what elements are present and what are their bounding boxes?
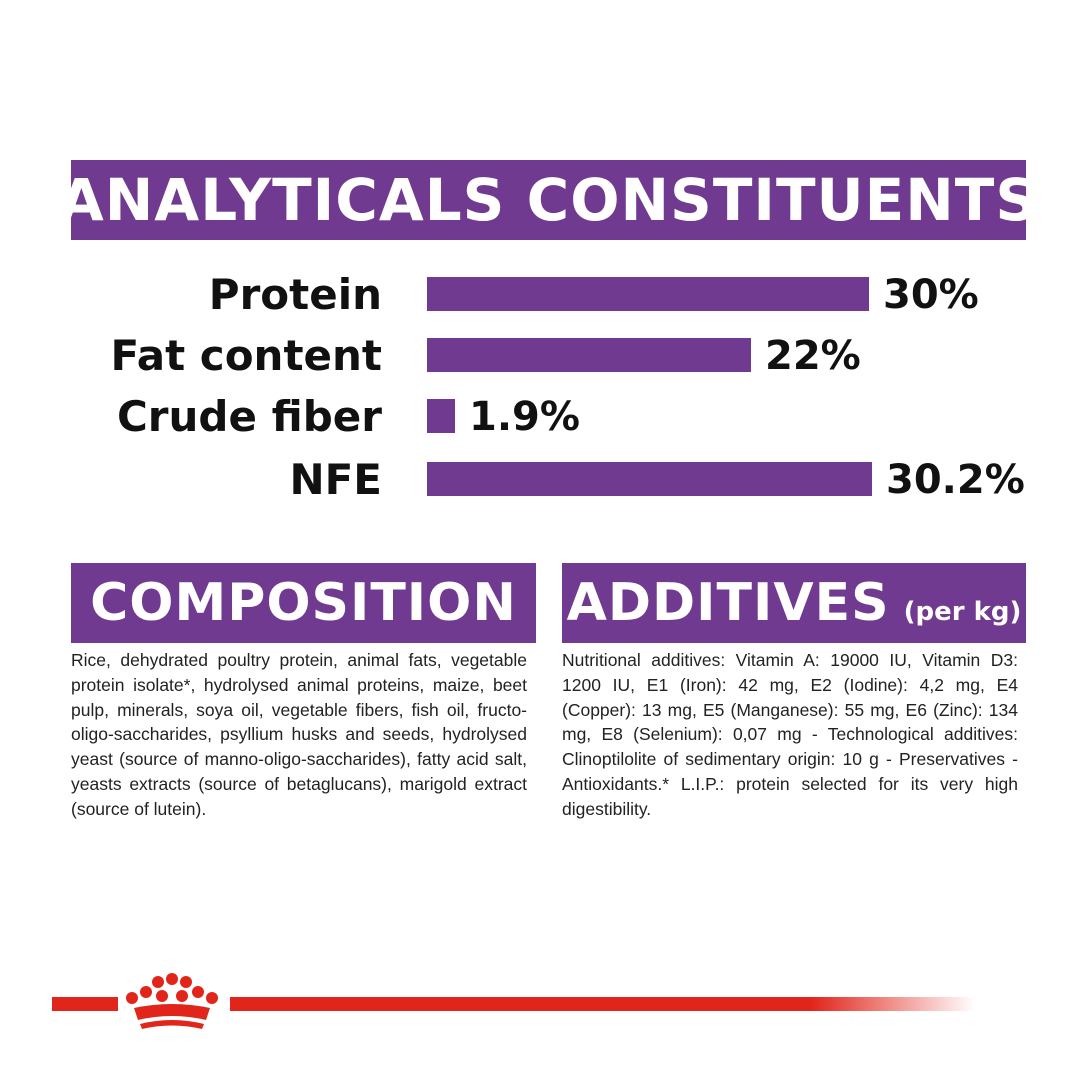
composition-banner: [71, 563, 536, 643]
analytics-banner: [58, 160, 1039, 240]
additives-title-suffix: (per kg): [903, 597, 1022, 627]
nutrient-label: Crude fiber: [116, 392, 382, 441]
analytics-title: ANALYTICALS CONSTITUENTS: [58, 166, 1039, 234]
composition-text: Rice, dehydrated poultry protein, animal fats, vegetable protein isolate*, hydrolysed animal proteins, maize, beet pulp, minerals, soya oil, vegetable fibers, fish oil, fructo- oligo-saccharides, psyllium husks and seeds, hydrolysed yeast (source of manno-oligo-saccharides), fatty acid salt, yeasts extracts (source of betaglucans), marigold extract (source of lutein).: [71, 650, 527, 819]
nutrient-bar: [427, 462, 872, 496]
nutrient-label: Fat content: [110, 331, 382, 380]
additives-title: ADDITIVES: [566, 573, 890, 633]
composition-title: COMPOSITION: [90, 573, 517, 633]
footer-line-right: [230, 997, 975, 1011]
nutrient-value: 22%: [765, 333, 861, 379]
nutrient-value: 1.9%: [469, 394, 580, 440]
additives-banner: [562, 563, 1026, 643]
crown-icon: [120, 972, 224, 1032]
nutrient-row-nfe: [0, 452, 1080, 508]
nutrient-value: 30%: [883, 272, 979, 318]
nutrient-row-fat-content: [0, 328, 1080, 384]
nutrient-bar: [427, 399, 455, 433]
nutrient-bar: [427, 338, 751, 372]
nutrient-row-crude-fiber: [0, 389, 1080, 445]
footer-line-left: [52, 997, 118, 1011]
nutrient-bar: [427, 277, 869, 311]
nutrient-label: NFE: [289, 455, 382, 504]
nutrient-value: 30.2%: [886, 457, 1025, 503]
additives-text: Nutritional additives: Vitamin A: 19000 IU, Vitamin D3: 1200 IU, E1 (Iron): 42 mg, E2 (Iodine): 4,2 mg, E4 (Copper): 13 mg, E5 (Manganese): 55 mg, E6 (Zinc): 134 mg, E8 (Selenium): 0,07 mg - Technological additives: Clinoptilolite of sedimentary origin: 10 g - Preservatives - Antioxidants.* L.I.P.: protein selected for its very high digestibility.: [562, 650, 1018, 819]
nutrient-label: Protein: [208, 270, 382, 319]
nutrient-row-protein: [0, 267, 1080, 323]
